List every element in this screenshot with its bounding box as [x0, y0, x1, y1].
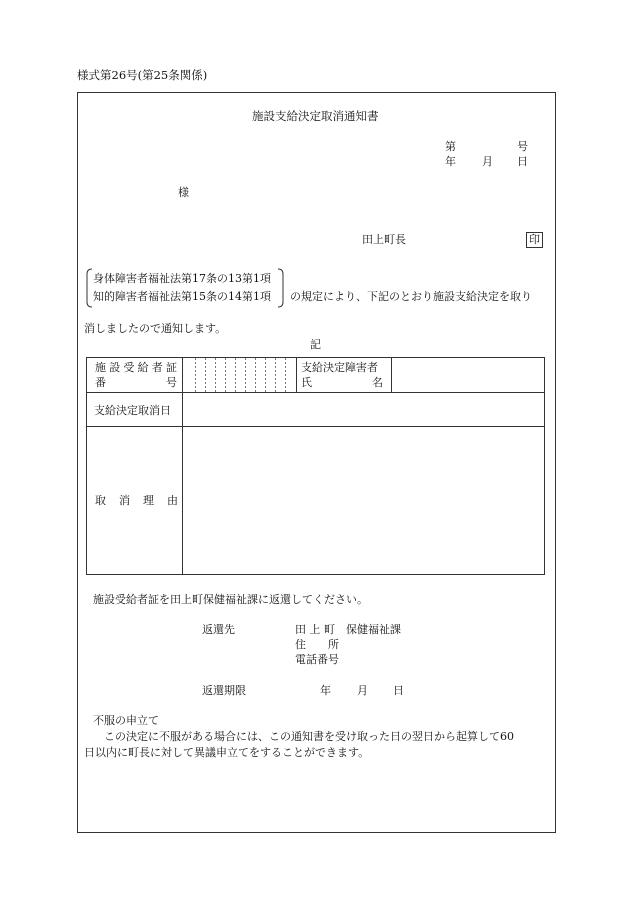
form-number: 様式第26号(第25条関係) [77, 68, 208, 82]
cancel-date-field[interactable] [183, 393, 545, 427]
date-day: 日 [517, 155, 528, 168]
cancel-date-label: 支給決定取消日 [87, 393, 183, 427]
legal-basis-1: 身体障害者福祉法第17条の13第1項 [93, 272, 271, 285]
legal-basis-2: 知的障害者福祉法第15条の14第1項 [93, 290, 271, 303]
person-name-field[interactable] [392, 358, 545, 393]
body-text-line1: の規定により、下記のとおり施設支給決定を取り [290, 290, 532, 303]
date-month: 月 [482, 155, 493, 168]
reason-field[interactable] [183, 427, 545, 575]
cert-number-label: 施 設 受 給 者 証 番 号 [87, 358, 183, 393]
ki-heading: 記 [310, 338, 321, 351]
recipient-suffix: 様 [178, 186, 189, 199]
details-table [86, 357, 545, 575]
doc-number-suffix: 号 [517, 140, 528, 153]
table-row [87, 358, 545, 393]
deadline-year: 年 [320, 684, 331, 697]
seal-mark: 印 [526, 232, 543, 248]
appeal-text-line2: 日以内に町長に対して異議申立てをすることができます。 [84, 746, 370, 759]
cert-number-field[interactable] [183, 358, 297, 393]
deadline-label: 返還期限 [202, 684, 246, 697]
return-notice: 施設受給者証を田上町保健福祉課に返還してください。 [93, 593, 368, 606]
return-to-dept: 田 上 町 保健福祉課 [295, 623, 401, 636]
doc-number-prefix: 第 [445, 140, 456, 153]
document-title: 施設支給決定取消通知書 [252, 109, 379, 123]
return-to-phone: 電話番号 [295, 653, 339, 666]
table-row [87, 427, 545, 575]
reason-label: 取 消 理 由 [87, 427, 183, 575]
return-to-address: 住 所 [295, 638, 339, 651]
body-text-line2: 消しましたので通知します。 [84, 322, 227, 335]
deadline-day: 日 [393, 684, 404, 697]
date-year: 年 [445, 155, 456, 168]
appeal-heading: 不服の申立て [93, 714, 159, 727]
return-to-label: 返還先 [202, 623, 235, 636]
person-name-label: 支給決定障害者 氏 名 [297, 358, 392, 393]
issuer-name: 田上町長 [362, 233, 406, 246]
table-row [87, 393, 545, 427]
deadline-month: 月 [357, 684, 368, 697]
appeal-text-line1: この決定に不服がある場合には、この通知書を受け取った日の翌日から起算して60 [104, 730, 514, 743]
